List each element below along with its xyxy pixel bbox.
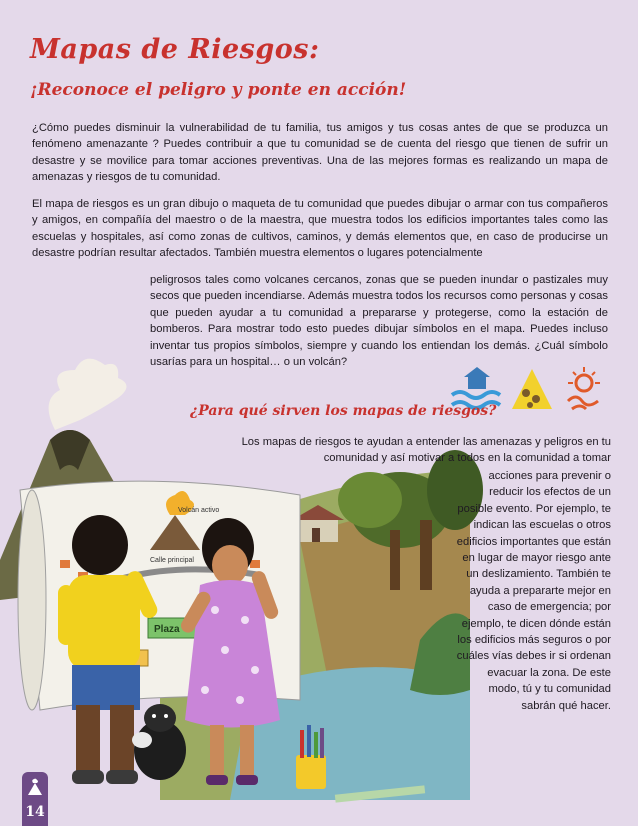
map-label-plaza: Plaza — [154, 624, 180, 635]
page-subtitle: ¡Reconoce el peligro y ponte en acción! — [30, 80, 407, 100]
landslide-icon — [512, 369, 552, 409]
page-number-badge — [22, 772, 48, 826]
purpose-paragraph: Los mapas de riesgos te ayudan a entender las amenazas y peligros en tu comunidad y así motivar a todos en la comunidad a tomar — [241, 436, 611, 465]
map-description-paragraph: El mapa de riesgos es un gran dibujo o maqueta de tu comunidad que puedes dibujar o armar con tus compañeros y amigos, en compañía del maestro o de la maestra, que muestra todos los edificios importantes tales como las escuelas y hospitales, así como zonas de cultivos, caminos, y demás elementos que, en caso de producirse un desastre podrían resultar afectados. También muestra elementos o lugares potencialmente — [32, 198, 608, 260]
sun-fire-icon — [568, 367, 600, 409]
map-label-street: Calle principal — [150, 557, 194, 564]
volcano-icon — [27, 778, 43, 796]
section-heading: ¿Para qué sirven los mapas de riesgos? — [190, 403, 497, 419]
page-number: 14 — [25, 804, 45, 820]
map-label-volcano: Volcán activo — [178, 507, 220, 514]
purpose-paragraph-continued: acciones para prevenir o reducir los efectos de un posible evento. Por ejemplo, te indican las escuelas o otros edificios importantes que están en lugar de mayor riesgo ante un deslizamiento. También te ayuda a prepararte mejor en caso de emergencia; por ejemplo, te dicen dónde están los edificios más seguros o por cuáles vías debes ir si ordenan evacuar la zona. De este modo, tú y tu comunidad sabrán qué hacer. — [456, 470, 611, 712]
pencil-cup-illustration — [296, 725, 326, 789]
map-description-continued: peligrosos tales como volcanes cercanos, zonas que se pueden inundar o pastizales muy secos que pueden incendiarse. Además muestra todos los recursos como personas y cosas que pueden ayudar a tu comunidad a prepararse y protegerse, como la estación de bomberos. Para mostrar todo esto puedes dibujar símbolos en el mapa. Puedes incluso inventar tus propios símbolos, siempre y cuando los entiendan los demás. ¿Cuál símbolo usarías para un hospital… o un volcán? — [150, 274, 608, 369]
intro-paragraph: ¿Cómo puedes disminuir la vulnerabilidad de tu familia, tus amigos y tus cosas antes de que se produzca un fenómeno amenazante ? Puedes contribuir a que tu comunidad se de cuenta del riesgo que tienen de sufrir un desastre y se movilice para tomar acciones preventivas. Una de las mejores formas es realizando un mapa de amenazas y riesgos de tu comunidad. — [32, 122, 608, 184]
page-title: Mapas de Riesgos: — [30, 34, 320, 65]
flood-icon — [452, 367, 500, 408]
